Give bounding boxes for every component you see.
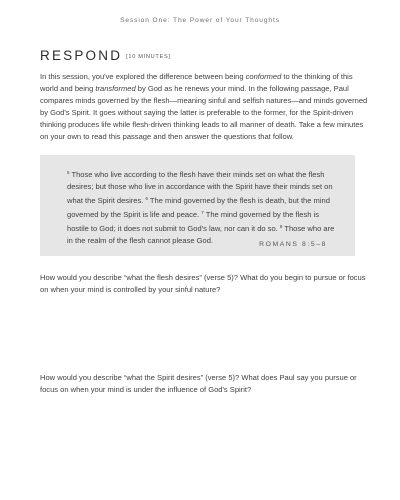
verse-7: The mind governed by the flesh is hostile to God; it does not submit to God's law, nor can it do so. [67,209,319,233]
intro-emphasis-conformed: conformed [245,72,282,81]
question-1: How would you describe “what the flesh desires” (verse 5)? What do you begin to pursue or focus on when your mind is controlled by your sinful nature? [40,273,366,294]
verse-number-8: 8 [279,223,283,229]
intro-emphasis-transformed: transformed [95,83,136,93]
running-header: Session One: The Power of Your Thoughts [120,17,280,24]
intro-text-2: to the thinking of this world and being [40,72,353,93]
section-time: [10 MINUTES] [126,54,171,60]
verse-number-5: 5 [67,170,70,175]
section-title: RESPOND [40,48,123,63]
verse-number-7: 7 [201,209,204,215]
verse-8: Those who are in the realm of the flesh cannot please God. [67,223,335,245]
intro-paragraph [40,71,370,142]
verse-number-6: 6 [145,195,148,201]
scripture-reference: ROMANS 8:5–8 [259,241,327,248]
scripture-passage [67,167,341,246]
intro-text-3: by God as he renews your mind. In the following passage, Paul compares minds governed by the flesh—meaning sinful and selfish natures—and minds governed by God's Spirit. It goes without saying the latter is preferable to the former, for the Spirit-driven thinking produces life while flesh-driven thinking leads to all manner of death. Take a few minutes on your own to read this passage and then answer the questions that follow. [40,83,368,141]
verse-6: The mind governed by the flesh is death, but the mind governed by the Spirit is life and peace. [67,195,330,219]
question-2: How would you describe “what the Spirit desires” (verse 5)? What does Paul say you pursue or focus on when your mind is under the influence of God's Spirit? [40,373,357,394]
verse-5: Those who live according to the flesh have their minds set on what the flesh desires; but those who live in accordance with the Spirit have their minds set on what the Spirit desires. [67,170,333,205]
section-heading [40,47,171,65]
intro-text-1: In this session, you've explored the difference between being [40,72,246,81]
